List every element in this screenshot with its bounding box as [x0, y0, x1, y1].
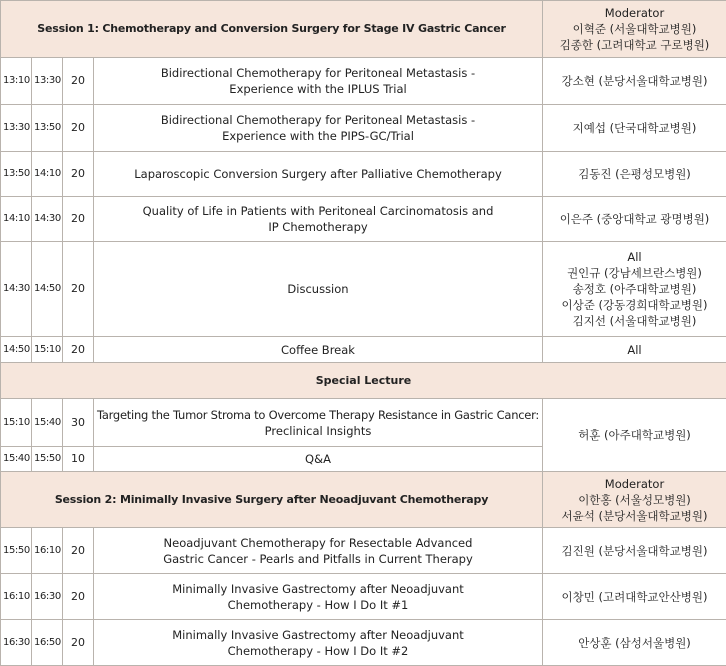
- table-row: [1, 337, 726, 363]
- speaker: [543, 399, 726, 472]
- talk-title-line: Chemotherapy - How I Do It #2: [96, 643, 540, 659]
- talk-title-line: Coffee Break: [96, 342, 540, 358]
- speaker-name: 김진원 (분당서울대학교병원): [545, 543, 724, 559]
- end-time: 16:10: [32, 528, 63, 574]
- speaker-name: 이상준 (강동경희대학교병원): [545, 297, 724, 313]
- end-time: 16:50: [32, 620, 63, 666]
- speaker-name: 송정호 (아주대학교병원): [545, 281, 724, 297]
- table-row: [1, 242, 726, 337]
- talk-title-line: Experience with the PIPS-GC/Trial: [96, 128, 540, 144]
- session2-title: Session 2: Minimally Invasive Surgery after Neoadjuvant Chemotherapy: [1, 472, 543, 528]
- end-time: 15:50: [32, 447, 63, 472]
- speaker-name: 허훈 (아주대학교병원): [545, 427, 724, 443]
- speaker-name: 김동진 (은평성모병원): [545, 166, 724, 182]
- talk-title: [94, 528, 543, 574]
- start-time: 15:50: [1, 528, 32, 574]
- end-time: 16:30: [32, 574, 63, 620]
- speaker-name: 권인규 (강남세브란스병원): [545, 265, 724, 281]
- talk-title: [94, 58, 543, 105]
- start-time: 16:30: [1, 620, 32, 666]
- duration: 20: [63, 574, 94, 620]
- duration: 20: [63, 620, 94, 666]
- moderator: 서윤석 (분당서울대학교병원): [545, 508, 724, 524]
- start-time: 14:50: [1, 337, 32, 363]
- talk-title-line: Neoadjuvant Chemotherapy for Resectable Advanced: [96, 535, 540, 551]
- speaker: [543, 197, 726, 242]
- talk-title-line: IP Chemotherapy: [96, 219, 540, 235]
- table-row: [1, 620, 726, 666]
- duration: 20: [63, 337, 94, 363]
- duration: 10: [63, 447, 94, 472]
- talk-title-line: Laparoscopic Conversion Surgery after Palliative Chemotherapy: [96, 166, 540, 182]
- duration: 20: [63, 58, 94, 105]
- moderator-label: Moderator: [545, 5, 724, 21]
- duration: 20: [63, 197, 94, 242]
- end-time: 13:50: [32, 105, 63, 152]
- speaker: [543, 242, 726, 337]
- talk-title: [94, 197, 543, 242]
- talk-title: [94, 152, 543, 197]
- special-lecture-title: Special Lecture: [1, 363, 726, 399]
- speaker: [543, 152, 726, 197]
- talk-title: [94, 337, 543, 363]
- duration: 20: [63, 105, 94, 152]
- talk-title-line: Minimally Invasive Gastrectomy after Neoadjuvant: [96, 627, 540, 643]
- talk-title-line: Minimally Invasive Gastrectomy after Neoadjuvant: [96, 581, 540, 597]
- end-time: 14:30: [32, 197, 63, 242]
- start-time: 14:30: [1, 242, 32, 337]
- special-lecture-header: [1, 363, 726, 399]
- session2-header: [1, 472, 726, 528]
- speaker: [543, 105, 726, 152]
- speaker-name: 김지선 (서울대학교병원): [545, 313, 724, 329]
- table-row: [1, 58, 726, 105]
- talk-title-line: Bidirectional Chemotherapy for Peritoneal Metastasis -: [96, 65, 540, 81]
- talk-title-line: Quality of Life in Patients with Peritoneal Carcinomatosis and: [96, 203, 540, 219]
- talk-title: [94, 620, 543, 666]
- moderator: 김종한 (고려대학교 구로병원): [545, 37, 724, 53]
- talk-title-line: Chemotherapy - How I Do It #1: [96, 597, 540, 613]
- session1-title: Session 1: Chemotherapy and Conversion Surgery for Stage IV Gastric Cancer: [1, 1, 543, 58]
- start-time: 15:10: [1, 399, 32, 447]
- talk-title: [94, 447, 543, 472]
- speaker-name: 이창민 (고려대학교안산병원): [545, 589, 724, 605]
- end-time: 15:10: [32, 337, 63, 363]
- session1-header: [1, 1, 726, 58]
- start-time: 13:10: [1, 58, 32, 105]
- table-row: [1, 197, 726, 242]
- end-time: 13:30: [32, 58, 63, 105]
- start-time: 16:10: [1, 574, 32, 620]
- speaker: [543, 620, 726, 666]
- talk-title-line: Preclinical Insights: [96, 423, 540, 439]
- speaker: [543, 574, 726, 620]
- talk-title-line: Bidirectional Chemotherapy for Peritoneal Metastasis -: [96, 112, 540, 128]
- speaker: [543, 528, 726, 574]
- talk-title-line: Gastric Cancer - Pearls and Pitfalls in Current Therapy: [96, 551, 540, 567]
- speaker-name: 이은주 (중앙대학교 광명병원): [545, 211, 724, 227]
- duration: 20: [63, 152, 94, 197]
- talk-title-line: Q&A: [96, 451, 540, 467]
- talk-title: [94, 105, 543, 152]
- end-time: 14:50: [32, 242, 63, 337]
- talk-title-line: Experience with the IPLUS Trial: [96, 81, 540, 97]
- talk-title: [94, 242, 543, 337]
- talk-title-line: Targeting the Tumor Stroma to Overcome Therapy Resistance in Gastric Cancer:: [96, 407, 540, 423]
- table-row: [1, 105, 726, 152]
- speaker-name: 지예섭 (단국대학교병원): [545, 120, 724, 136]
- talk-title: [94, 399, 543, 447]
- moderator: 이한홍 (서울성모병원): [545, 492, 724, 508]
- start-time: 15:40: [1, 447, 32, 472]
- speaker-name: 강소현 (분당서울대학교병원): [545, 73, 724, 89]
- end-time: 15:40: [32, 399, 63, 447]
- speaker: [543, 337, 726, 363]
- session2-moderators: [543, 472, 726, 528]
- start-time: 13:50: [1, 152, 32, 197]
- start-time: 14:10: [1, 197, 32, 242]
- moderator-label: Moderator: [545, 476, 724, 492]
- table-row: [1, 574, 726, 620]
- speaker: [543, 58, 726, 105]
- moderator: 이혁준 (서울대학교병원): [545, 21, 724, 37]
- session1-moderators: [543, 1, 726, 58]
- speaker-name: 안상훈 (삼성서울병원): [545, 635, 724, 651]
- talk-title: [94, 574, 543, 620]
- talk-title-line: Discussion: [96, 281, 540, 297]
- table-row: [1, 152, 726, 197]
- start-time: 13:30: [1, 105, 32, 152]
- end-time: 14:10: [32, 152, 63, 197]
- duration: 20: [63, 528, 94, 574]
- table-row: [1, 399, 726, 447]
- duration: 20: [63, 242, 94, 337]
- speaker-name: All: [545, 249, 724, 265]
- speaker-name: All: [545, 342, 724, 358]
- duration: 30: [63, 399, 94, 447]
- table-row: [1, 528, 726, 574]
